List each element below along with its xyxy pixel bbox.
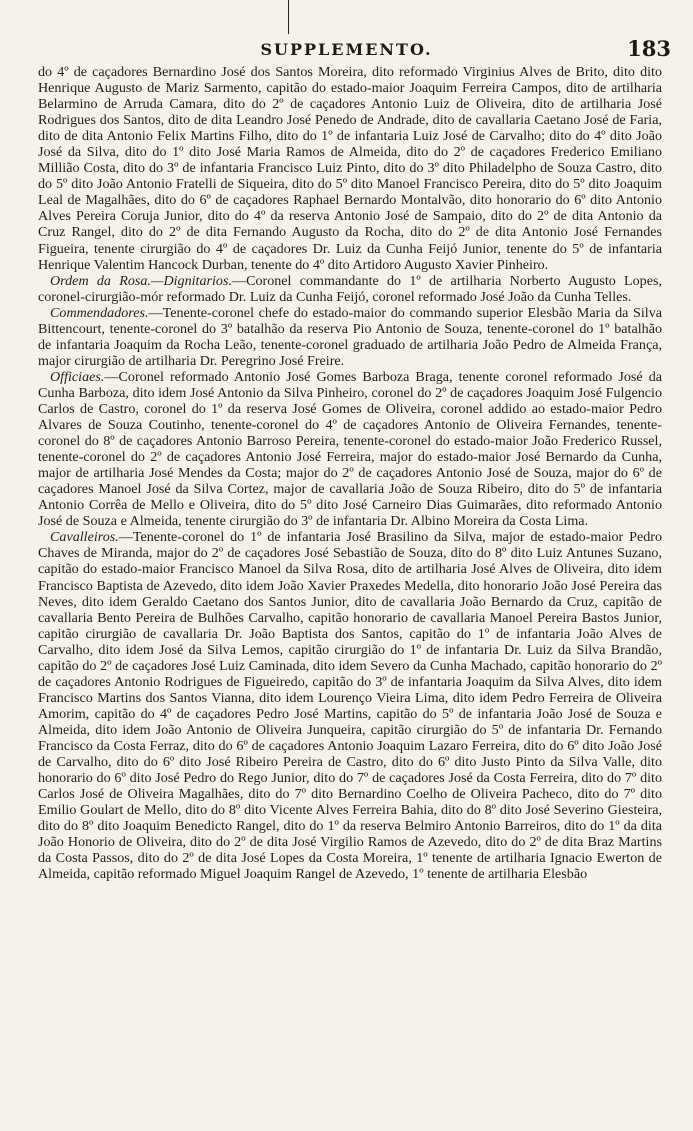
paragraph-lead: Officiaes. bbox=[50, 368, 105, 385]
paragraph-text: —Tenente-coronel chefe do estado-maior do commando superior Elesbão Maria da Silva Bittencourt, tenente-coronel do 3º batalhão da reserva Pio Antonio de Souza, tenente-coronel do 1º batalhão de infantaria Joaquim da Rocha Leão, tenente-coronel graduado de artilharia João Pedro de Almeida França, major cirurgião de artilharia Dr. Peregrino José Freire. bbox=[38, 304, 662, 369]
body-text bbox=[38, 64, 662, 882]
paragraph-text: do 4º de caçadores Bernardino José dos Santos Moreira, dito reformado Virginius Alves de Brito, dito dito Henrique Augusto de Mariz Sarmento, capitão do estado-maior Joaquim Ferreira Campos, dito de artilharia Belarmino de Arruda Camara, dito do 2º de caçadores Antonio Luiz de Oliveira, dito de artilharia José Rodrigues dos Santos, dito de dita Leandro José Penedo de Andrade, dito de cavallaria Caetano José de Faria, dito de dita Antonio Felix Martins Filho, dito do 1º de infantaria Luiz José de Carvalho; dito do 4º dito João José da Silva, dito do 1º dito José Maria Ramos de Almeida, dito do 2º de caçadores Frederico Emiliano Millião Costa, dito do 3º de infantaria Francisco Luiz Pinto, dito do 3º dito Philadelpho de Souza Castro, dito do 5º dito João Antonio Fratelli de Siqueira, dito do 5º dito Manoel Francisco Pereira, dito do 5º dito Joaquim Leal de Magalhães, dito do 6º de caçadores Raphael Bernardo Montalvão, dito honorario do 6º dito Antonio Alves Pereira Coruja Junior, dito do 4º da reserva Antonio José de Sampaio, dito do 2º de dita Antonio da Cruz Rangel, dito do 2º de dita Fernando Augusto da Rocha, dito do 2º de dita Antonio José Fernandes Figueira, tenente cirurgião do 4º de caçadores Dr. Luiz da Cunha Feijó Junior, tenente do 5º de infantaria Henrique Valentim Hancock Durban, tenente do 4º dito Artidoro Augusto Xavier Pinheiro. bbox=[38, 64, 662, 273]
paragraph-lead: Commendadores. bbox=[50, 304, 149, 321]
paragraph-lead: Cavalleiros. bbox=[50, 529, 119, 546]
paragraph-text: —Coronel commandante do 1º de artilharia Norberto Augusto Lopes, coronel-cirurgião-mór reformado Dr. Luiz da Cunha Feijó, coronel reformado José João da Cunha Telles. bbox=[38, 272, 662, 305]
paragraph-cavalleiros bbox=[38, 529, 662, 882]
page-number: 183 bbox=[627, 36, 671, 61]
running-title: SUPPLEMENTO. bbox=[260, 40, 433, 59]
paragraph-text: —Tenente-coronel do 1º de infantaria José Brasilino da Silva, major de estado-maior Pedro Chaves de Miranda, major do 2º de caçadores José Sebastião de Souza, dito do 8º dito Luiz Antunes Suzano, capitão do estado-maior Francisco Manoel da Silva Rosa, dito de artilharia José Alves de Oliveira, dito idem Francisco Baptista de Azevedo, dito idem João Xavier Praxedes Medella, dito honorario João José Pereira das Neves, dito idem Geraldo Caetano dos Santos Junior, dito de cavallaria João Bernardo da Cruz, capitão de cavallaria Bento Pereira de Bulhões Carvalho, capitão honorario de cavallaria Manoel Pereira Bastos Junior, capitão cirurgião de cavallaria Dr. João Baptista dos Santos, capitão do 1º de infantaria João Alves de Carvalho, dito idem José da Silva Lemos, capitão cirurgião do 1º de infantaria Dr. Luiz da Silva Brandão, capitão do 2º de caçadores José Luiz Caminada, dito idem Severo da Cunha Machado, capitão honorario do 2º de caçadores Antonio Rodrigues de Figueiredo, capitão do 3º de infantaria Joaquim da Silva Alves, dito idem Francisco Martins dos Santos Vianna, dito idem Lourenço Vieira Lima, dito idem Pedro Ferreira de Oliveira Amorim, capitão do 4º de caçadores Pedro José Martins, capitão do 5º de infantaria João José de Souza e Almeida, dito idem João Antonio de Oliveira Junqueira, capitão cirurgião do 5º de infantaria Dr. Fernando Francisco da Costa Ferraz, dito do 6º de caçadores Antonio Joaquim Lazaro Ferreira, dito do 6º dito João José de Carvalho, dito do 6º dito José Ribeiro Pereira de Castro, dito do 6º dito Justo Pinto da Silva Valle, dito honorario do 6º dito José Pedro do Rego Junior, dito do 7º de caçadores José da Costa Ferreira, dito do 7º dito Carlos José de Oliveira Magalhães, dito do 7º dito Bernardino Coelho de Oliveira Pacheco, dito do 7º dito Emilio Goulart de Mello, dito do 8º dito Vicente Alves Ferreira Bahia, dito do 8º dito José Severino Giesteira, dito do 8º dito Joaquim Benedicto Rangel, dito do 1º da reserva Belmiro Antonio Barreiros, dito do 1º da dita João Honorio de Oliveira, dito do 2º de dita José Virgilio Ramos de Azevedo, dito do 2º de dita Braz Martins da Costa Passos, dito do 2º de dita José Lopes da Costa Moreira, 1º tenente de artilharia Ignacio Ewerton de Almeida, capitão reformado Miguel Joaquim Rangel de Azevedo, 1º tenente de artilharia Elesbão bbox=[38, 529, 662, 883]
paragraph-ordem-da-rosa bbox=[38, 273, 662, 305]
paragraph-commendadores bbox=[38, 305, 662, 369]
fold-mark bbox=[288, 0, 289, 34]
paragraph-continuation bbox=[38, 64, 662, 273]
paragraph-officiaes bbox=[38, 369, 662, 529]
paragraph-text: —Coronel reformado Antonio José Gomes Barboza Braga, tenente coronel reformado José da Cunha Barboza, dito idem José Antonio da Silva Pinheiro, coronel do 2º de caçadores Joaquim José Fulgencio Carlos de Castro, coronel do 1º da reserva José Gomes de Oliveira, coronel addido ao estado-maior Pedro Alvares de Souza Coutinho, tenente-coronel do 4º de caçadores Antonio de Oliveira Fernandes, tenente-coronel do 8º de caçadores Antonio Barroso Pereira, tenente-coronel do estado-maior João Frederico Russel, tenente-coronel do 2º de caçadores Antonio José Ferreira, major do estado-maior José Bernardo da Cunha, major de artilharia José Mendes da Costa; major do 2º de caçadores Antonio José de Souza, major do 6º de caçadores Manoel José da Silva Cortez, major de cavallaria João de Souza Ribeiro, dito do 5º de infantaria Antonio Corrêa de Mello e Oliveira, dito do 5º dito José Carneiro Dias Guimarães, dito reformado Antonio José de Souza e Almeida, tenente cirurgião do 3º de infantaria Dr. Albino Moreira da Costa Lima. bbox=[38, 368, 662, 530]
paragraph-lead: Ordem da Rosa.—Dignitarios. bbox=[50, 272, 232, 289]
